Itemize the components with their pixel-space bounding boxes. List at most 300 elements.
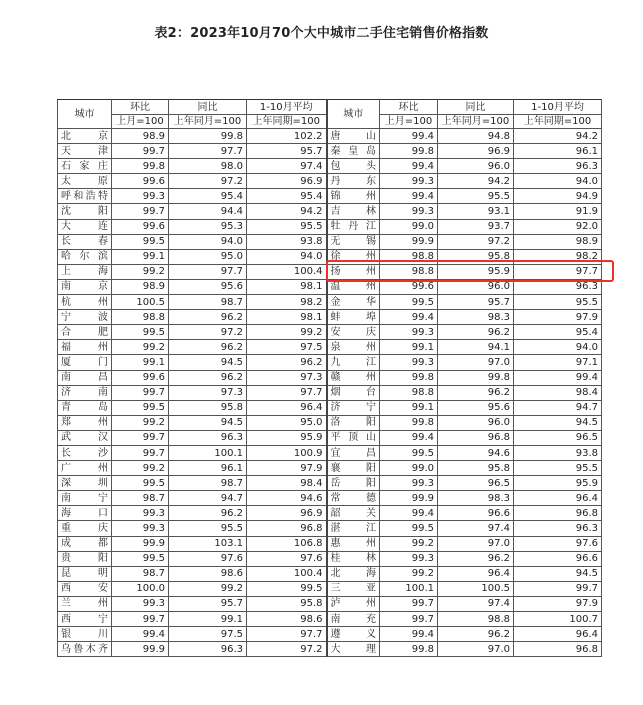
avg-cell-right: 96.6 (514, 551, 602, 566)
mom-cell-right: 99.8 (380, 144, 438, 159)
avg-cell-right: 97.6 (514, 536, 602, 551)
yoy-cell-right: 95.7 (438, 295, 514, 310)
yoy-cell-right: 94.1 (438, 340, 514, 355)
avg-cell-right: 94.9 (514, 189, 602, 204)
table-row (58, 340, 602, 355)
mom-cell-right: 99.4 (380, 430, 438, 445)
mom-cell-left: 99.7 (112, 445, 169, 460)
mom-cell-right: 99.4 (380, 627, 438, 642)
yoy-cell-right: 98.8 (438, 612, 514, 627)
city-cell-left: 太 原 (58, 174, 112, 189)
yoy-cell-right: 100.5 (438, 581, 514, 596)
mom-cell-right: 99.7 (380, 612, 438, 627)
mom-cell-left: 99.6 (112, 370, 169, 385)
avg-cell-right: 97.9 (514, 310, 602, 325)
city-cell-right: 北 海 (327, 566, 380, 581)
mom-cell-left: 98.8 (112, 310, 169, 325)
header-yoy-left: 同比 (169, 100, 247, 115)
mom-cell-left: 98.9 (112, 129, 169, 144)
yoy-cell-right: 96.0 (438, 415, 514, 430)
mom-cell-left: 99.2 (112, 415, 169, 430)
table-row (58, 627, 602, 642)
avg-cell-right: 92.0 (514, 219, 602, 234)
mom-cell-right: 99.6 (380, 279, 438, 294)
mom-cell-right: 99.4 (380, 310, 438, 325)
yoy-cell-right: 96.4 (438, 566, 514, 581)
mom-cell-left: 99.1 (112, 249, 169, 264)
yoy-cell-right: 94.8 (438, 129, 514, 144)
avg-cell-left: 100.9 (247, 445, 327, 460)
yoy-cell-right: 95.6 (438, 400, 514, 415)
city-cell-right: 泸 州 (327, 596, 380, 611)
yoy-cell-left: 98.0 (169, 159, 247, 174)
city-cell-right: 蚌 埠 (327, 310, 380, 325)
table-row (58, 385, 602, 400)
yoy-cell-right: 96.2 (438, 551, 514, 566)
city-cell-left: 上 海 (58, 264, 112, 279)
city-cell-left: 乌鲁木齐 (58, 642, 112, 657)
city-cell-right: 九 江 (327, 355, 380, 370)
table-row (58, 310, 602, 325)
avg-cell-left: 98.4 (247, 476, 327, 491)
city-cell-right: 唐 山 (327, 129, 380, 144)
city-cell-left: 呼和浩特 (58, 189, 112, 204)
avg-cell-left: 96.9 (247, 506, 327, 521)
yoy-cell-left: 98.7 (169, 476, 247, 491)
city-cell-left: 济 南 (58, 385, 112, 400)
header-yoy-base-right: 上年同月=100 (438, 115, 514, 129)
table-row (58, 445, 602, 460)
table-row (58, 596, 602, 611)
city-cell-right: 丹 东 (327, 174, 380, 189)
yoy-cell-right: 94.6 (438, 445, 514, 460)
header-mom-left: 环比 (112, 100, 169, 115)
yoy-cell-left: 97.7 (169, 264, 247, 279)
yoy-cell-left: 99.8 (169, 129, 247, 144)
mom-cell-left: 98.7 (112, 566, 169, 581)
mom-cell-left: 99.3 (112, 596, 169, 611)
city-cell-right: 锦 州 (327, 189, 380, 204)
table-row (58, 234, 602, 249)
yoy-cell-left: 96.3 (169, 430, 247, 445)
header-avg-left: 1-10月平均 (247, 100, 327, 115)
mom-cell-left: 99.9 (112, 642, 169, 657)
table-row (58, 129, 602, 144)
table-row (58, 189, 602, 204)
yoy-cell-left: 96.1 (169, 461, 247, 476)
table-row (58, 476, 602, 491)
table-row (58, 159, 602, 174)
table-row (58, 295, 602, 310)
avg-cell-left: 106.8 (247, 536, 327, 551)
city-cell-right: 襄 阳 (327, 461, 380, 476)
header-avg-base-right: 上年同期=100 (514, 115, 602, 129)
avg-cell-right: 96.3 (514, 279, 602, 294)
yoy-cell-right: 93.7 (438, 219, 514, 234)
yoy-cell-left: 98.7 (169, 295, 247, 310)
mom-cell-right: 99.0 (380, 461, 438, 476)
header-avg-base-left: 上年同期=100 (247, 115, 327, 129)
city-cell-right: 安 庆 (327, 325, 380, 340)
avg-cell-left: 98.1 (247, 279, 327, 294)
city-cell-right: 金 华 (327, 295, 380, 310)
mom-cell-left: 99.7 (112, 612, 169, 627)
mom-cell-left: 99.9 (112, 536, 169, 551)
mom-cell-left: 99.8 (112, 159, 169, 174)
city-cell-right: 无 锡 (327, 234, 380, 249)
mom-cell-right: 99.3 (380, 174, 438, 189)
city-cell-left: 郑 州 (58, 415, 112, 430)
mom-cell-right: 99.8 (380, 370, 438, 385)
yoy-cell-left: 96.3 (169, 642, 247, 657)
yoy-cell-right: 96.2 (438, 627, 514, 642)
yoy-cell-left: 94.5 (169, 415, 247, 430)
table-row (58, 174, 602, 189)
city-cell-left: 沈 阳 (58, 204, 112, 219)
avg-cell-left: 95.0 (247, 415, 327, 430)
city-cell-left: 南 宁 (58, 491, 112, 506)
mom-cell-left: 98.9 (112, 279, 169, 294)
mom-cell-left: 99.7 (112, 204, 169, 219)
mom-cell-right: 98.8 (380, 385, 438, 400)
avg-cell-right: 95.5 (514, 461, 602, 476)
avg-cell-right: 94.7 (514, 400, 602, 415)
city-cell-left: 西 宁 (58, 612, 112, 627)
yoy-cell-right: 95.9 (438, 264, 514, 279)
yoy-cell-right: 96.0 (438, 279, 514, 294)
yoy-cell-right: 97.4 (438, 596, 514, 611)
yoy-cell-right: 95.8 (438, 249, 514, 264)
city-cell-right: 吉 林 (327, 204, 380, 219)
mom-cell-right: 99.8 (380, 642, 438, 657)
yoy-cell-left: 95.0 (169, 249, 247, 264)
yoy-cell-left: 94.0 (169, 234, 247, 249)
yoy-cell-left: 97.6 (169, 551, 247, 566)
yoy-cell-right: 97.4 (438, 521, 514, 536)
table-row (58, 144, 602, 159)
yoy-cell-left: 97.5 (169, 627, 247, 642)
avg-cell-right: 91.9 (514, 204, 602, 219)
avg-cell-left: 95.9 (247, 430, 327, 445)
table-row (58, 521, 602, 536)
avg-cell-left: 94.6 (247, 491, 327, 506)
price-index-table (57, 99, 602, 657)
header-city-left: 城市 (58, 100, 112, 129)
yoy-cell-left: 98.6 (169, 566, 247, 581)
avg-cell-right: 96.3 (514, 159, 602, 174)
city-cell-right: 泉 州 (327, 340, 380, 355)
mom-cell-right: 99.2 (380, 536, 438, 551)
avg-cell-left: 96.9 (247, 174, 327, 189)
yoy-cell-left: 94.4 (169, 204, 247, 219)
yoy-cell-left: 97.2 (169, 325, 247, 340)
avg-cell-left: 95.4 (247, 189, 327, 204)
mom-cell-right: 99.4 (380, 129, 438, 144)
header-row-1 (58, 100, 602, 115)
city-cell-right: 包 头 (327, 159, 380, 174)
table-row (58, 581, 602, 596)
table-row (58, 400, 602, 415)
table-row (58, 370, 602, 385)
avg-cell-right: 94.0 (514, 174, 602, 189)
avg-cell-right: 94.5 (514, 566, 602, 581)
mom-cell-left: 99.2 (112, 340, 169, 355)
yoy-cell-left: 94.5 (169, 355, 247, 370)
mom-cell-right: 98.8 (380, 249, 438, 264)
mom-cell-right: 99.7 (380, 596, 438, 611)
avg-cell-right: 96.3 (514, 521, 602, 536)
avg-cell-left: 100.4 (247, 566, 327, 581)
mom-cell-right: 99.0 (380, 219, 438, 234)
yoy-cell-right: 96.9 (438, 144, 514, 159)
mom-cell-right: 99.2 (380, 566, 438, 581)
header-mom-right: 环比 (380, 100, 438, 115)
yoy-cell-right: 96.8 (438, 430, 514, 445)
yoy-cell-right: 93.1 (438, 204, 514, 219)
table-row (58, 279, 602, 294)
yoy-cell-left: 96.2 (169, 370, 247, 385)
yoy-cell-right: 96.0 (438, 159, 514, 174)
table-row (58, 461, 602, 476)
avg-cell-right: 96.1 (514, 144, 602, 159)
avg-cell-right: 98.9 (514, 234, 602, 249)
avg-cell-right: 99.4 (514, 370, 602, 385)
city-cell-right: 扬 州 (327, 264, 380, 279)
city-cell-left: 重 庆 (58, 521, 112, 536)
avg-cell-right: 94.2 (514, 129, 602, 144)
mom-cell-right: 99.3 (380, 204, 438, 219)
city-cell-left: 福 州 (58, 340, 112, 355)
table-row (58, 536, 602, 551)
mom-cell-right: 99.1 (380, 400, 438, 415)
avg-cell-left: 97.7 (247, 627, 327, 642)
avg-cell-right: 96.4 (514, 627, 602, 642)
city-cell-left: 北 京 (58, 129, 112, 144)
mom-cell-left: 99.4 (112, 627, 169, 642)
city-cell-left: 大 连 (58, 219, 112, 234)
city-cell-left: 南 昌 (58, 370, 112, 385)
avg-cell-left: 99.2 (247, 325, 327, 340)
avg-cell-right: 94.5 (514, 415, 602, 430)
avg-cell-right: 93.8 (514, 445, 602, 460)
city-cell-left: 海 口 (58, 506, 112, 521)
mom-cell-right: 99.4 (380, 159, 438, 174)
yoy-cell-right: 94.2 (438, 174, 514, 189)
avg-cell-left: 98.6 (247, 612, 327, 627)
table-row (58, 491, 602, 506)
mom-cell-right: 99.3 (380, 476, 438, 491)
city-cell-right: 赣 州 (327, 370, 380, 385)
yoy-cell-left: 96.2 (169, 340, 247, 355)
mom-cell-left: 99.7 (112, 430, 169, 445)
avg-cell-left: 97.4 (247, 159, 327, 174)
city-cell-right: 桂 林 (327, 551, 380, 566)
avg-cell-left: 97.5 (247, 340, 327, 355)
city-cell-right: 大 理 (327, 642, 380, 657)
yoy-cell-left: 95.6 (169, 279, 247, 294)
mom-cell-right: 99.8 (380, 415, 438, 430)
yoy-cell-left: 96.2 (169, 506, 247, 521)
mom-cell-right: 100.1 (380, 581, 438, 596)
avg-cell-right: 96.4 (514, 491, 602, 506)
mom-cell-left: 99.5 (112, 476, 169, 491)
city-cell-left: 银 川 (58, 627, 112, 642)
yoy-cell-right: 97.0 (438, 642, 514, 657)
avg-cell-right: 95.5 (514, 295, 602, 310)
mom-cell-left: 99.5 (112, 400, 169, 415)
avg-cell-left: 94.0 (247, 249, 327, 264)
city-cell-right: 济 宁 (327, 400, 380, 415)
city-cell-right: 秦皇岛 (327, 144, 380, 159)
mom-cell-left: 99.3 (112, 189, 169, 204)
mom-cell-right: 99.5 (380, 295, 438, 310)
avg-cell-left: 96.8 (247, 521, 327, 536)
city-cell-left: 天 津 (58, 144, 112, 159)
avg-cell-right: 99.7 (514, 581, 602, 596)
avg-cell-right: 97.1 (514, 355, 602, 370)
mom-cell-left: 98.7 (112, 491, 169, 506)
city-cell-right: 常 德 (327, 491, 380, 506)
mom-cell-right: 98.8 (380, 264, 438, 279)
city-cell-left: 长 春 (58, 234, 112, 249)
avg-cell-left: 97.9 (247, 461, 327, 476)
mom-cell-left: 99.7 (112, 144, 169, 159)
avg-cell-left: 100.4 (247, 264, 327, 279)
city-cell-right: 三 亚 (327, 581, 380, 596)
avg-cell-left: 93.8 (247, 234, 327, 249)
avg-cell-right: 97.7 (514, 264, 602, 279)
yoy-cell-right: 95.8 (438, 461, 514, 476)
yoy-cell-left: 99.1 (169, 612, 247, 627)
avg-cell-right: 97.9 (514, 596, 602, 611)
avg-cell-left: 97.7 (247, 385, 327, 400)
avg-cell-right: 96.5 (514, 430, 602, 445)
city-cell-right: 温 州 (327, 279, 380, 294)
yoy-cell-left: 95.4 (169, 189, 247, 204)
avg-cell-left: 96.2 (247, 355, 327, 370)
mom-cell-left: 99.5 (112, 234, 169, 249)
mom-cell-right: 99.1 (380, 340, 438, 355)
avg-cell-right: 94.0 (514, 340, 602, 355)
city-cell-right: 南 充 (327, 612, 380, 627)
mom-cell-left: 100.5 (112, 295, 169, 310)
mom-cell-right: 99.4 (380, 506, 438, 521)
avg-cell-left: 95.8 (247, 596, 327, 611)
table-row (58, 551, 602, 566)
mom-cell-right: 99.5 (380, 521, 438, 536)
city-cell-right: 徐 州 (327, 249, 380, 264)
avg-cell-right: 96.8 (514, 506, 602, 521)
yoy-cell-left: 96.2 (169, 310, 247, 325)
yoy-cell-right: 96.6 (438, 506, 514, 521)
mom-cell-left: 99.6 (112, 174, 169, 189)
yoy-cell-right: 96.5 (438, 476, 514, 491)
mom-cell-left: 99.3 (112, 506, 169, 521)
yoy-cell-left: 97.2 (169, 174, 247, 189)
avg-cell-left: 95.7 (247, 144, 327, 159)
city-cell-left: 长 沙 (58, 445, 112, 460)
table-row (58, 642, 602, 657)
yoy-cell-left: 94.7 (169, 491, 247, 506)
mom-cell-left: 99.5 (112, 551, 169, 566)
city-cell-left: 宁 波 (58, 310, 112, 325)
table-row (58, 264, 602, 279)
header-yoy-base-left: 上年同月=100 (169, 115, 247, 129)
header-city-right: 城市 (327, 100, 380, 129)
avg-cell-left: 96.4 (247, 400, 327, 415)
city-cell-left: 深 圳 (58, 476, 112, 491)
yoy-cell-left: 95.7 (169, 596, 247, 611)
table-row (58, 612, 602, 627)
city-cell-right: 平顶山 (327, 430, 380, 445)
yoy-cell-right: 97.0 (438, 536, 514, 551)
mom-cell-left: 99.3 (112, 521, 169, 536)
city-cell-left: 哈尔滨 (58, 249, 112, 264)
table-title: 表2：2023年10月70个大中城市二手住宅销售价格指数 (154, 26, 489, 41)
mom-cell-right: 99.3 (380, 355, 438, 370)
table-row (58, 430, 602, 445)
yoy-cell-left: 100.1 (169, 445, 247, 460)
mom-cell-right: 99.9 (380, 234, 438, 249)
avg-cell-left: 97.6 (247, 551, 327, 566)
city-cell-left: 广 州 (58, 461, 112, 476)
table-row (58, 566, 602, 581)
mom-cell-right: 99.3 (380, 551, 438, 566)
mom-cell-left: 99.5 (112, 325, 169, 340)
city-cell-left: 成 都 (58, 536, 112, 551)
city-cell-right: 韶 关 (327, 506, 380, 521)
avg-cell-left: 97.3 (247, 370, 327, 385)
avg-cell-left: 97.2 (247, 642, 327, 657)
avg-cell-right: 98.4 (514, 385, 602, 400)
yoy-cell-left: 99.2 (169, 581, 247, 596)
yoy-cell-right: 96.2 (438, 385, 514, 400)
table-row (58, 415, 602, 430)
table-row (58, 204, 602, 219)
city-cell-right: 惠 州 (327, 536, 380, 551)
yoy-cell-left: 97.7 (169, 144, 247, 159)
mom-cell-left: 99.1 (112, 355, 169, 370)
yoy-cell-left: 95.3 (169, 219, 247, 234)
city-cell-right: 湛 江 (327, 521, 380, 536)
mom-cell-left: 99.7 (112, 385, 169, 400)
avg-cell-right: 95.9 (514, 476, 602, 491)
avg-cell-right: 96.8 (514, 642, 602, 657)
city-cell-right: 洛 阳 (327, 415, 380, 430)
city-cell-right: 宜 昌 (327, 445, 380, 460)
yoy-cell-left: 95.5 (169, 521, 247, 536)
city-cell-left: 武 汉 (58, 430, 112, 445)
mom-cell-left: 99.6 (112, 219, 169, 234)
avg-cell-left: 98.2 (247, 295, 327, 310)
avg-cell-right: 98.2 (514, 249, 602, 264)
yoy-cell-right: 99.8 (438, 370, 514, 385)
city-cell-right: 岳 阳 (327, 476, 380, 491)
city-cell-left: 贵 阳 (58, 551, 112, 566)
mom-cell-left: 100.0 (112, 581, 169, 596)
table-row (58, 355, 602, 370)
city-cell-left: 石家庄 (58, 159, 112, 174)
mom-cell-right: 99.3 (380, 325, 438, 340)
city-cell-left: 南 京 (58, 279, 112, 294)
yoy-cell-right: 97.2 (438, 234, 514, 249)
header-yoy-right: 同比 (438, 100, 514, 115)
city-cell-left: 青 岛 (58, 400, 112, 415)
yoy-cell-right: 95.5 (438, 189, 514, 204)
yoy-cell-right: 96.2 (438, 325, 514, 340)
avg-cell-right: 100.7 (514, 612, 602, 627)
city-cell-left: 兰 州 (58, 596, 112, 611)
